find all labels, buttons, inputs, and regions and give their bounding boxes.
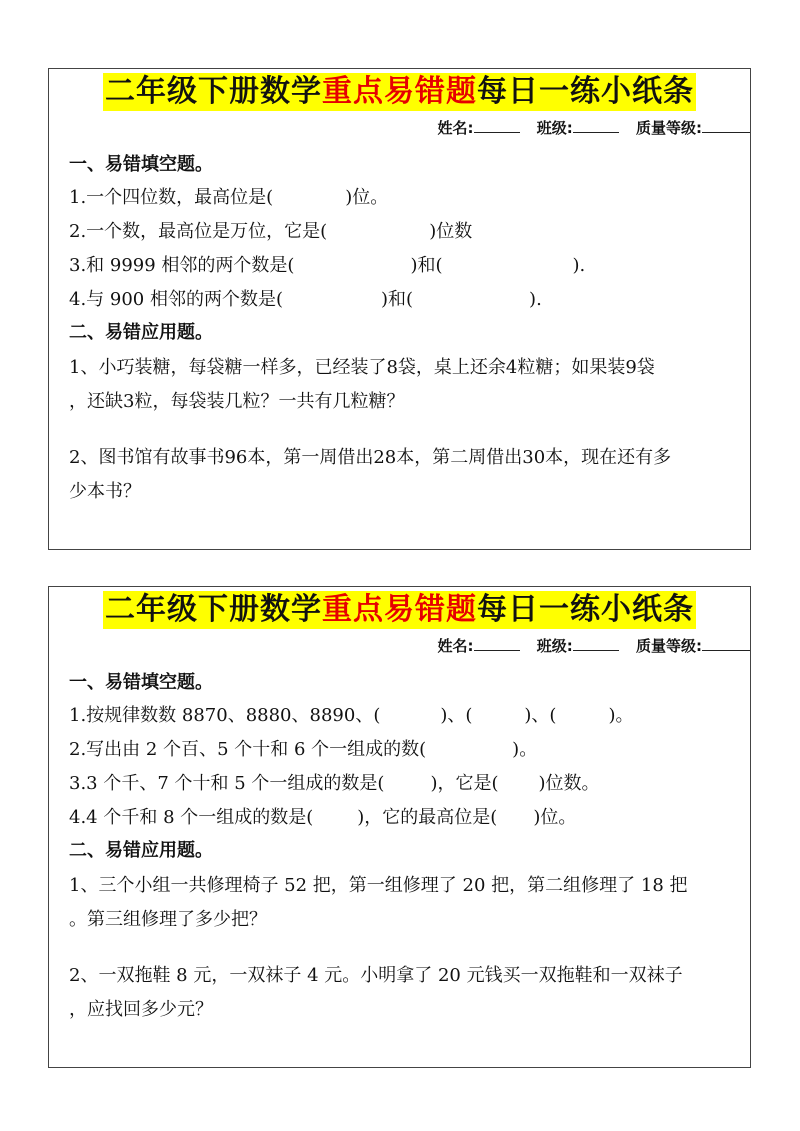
fill-question-3: [69, 249, 740, 283]
class-blank[interactable]: [573, 636, 619, 651]
title-prefix: 二年级下册数学: [105, 592, 322, 627]
name-label: 姓名:: [437, 119, 474, 137]
section-fill-heading: 一、易错填空题。: [69, 154, 213, 175]
app-q1-line1: 1、三个小组一共修理椅子 52 把，第一组修理了 20 把，第二组修理了 18 把: [69, 875, 688, 896]
app-q2-line1: 2、一双拖鞋 8 元，一双袜子 4 元。小明拿了 20 元钱买一双拖鞋和一双袜子: [69, 965, 683, 986]
q-text: 3.和 9999 相邻的两个数是(: [69, 255, 295, 276]
q-text: )位数: [429, 221, 473, 242]
card-title-row: [49, 73, 750, 113]
app-q2-line1: 2、图书馆有故事书96本，第一周借出28本，第二周借出30本，现在还有多: [69, 447, 672, 468]
title-prefix: 二年级下册数学: [105, 74, 322, 109]
q-text: )。: [512, 739, 538, 760]
app-q1-line2: 。第三组修理了多少把？: [69, 909, 267, 930]
app-q1-line1: 1、小巧装糖，每袋糖一样多，已经装了8袋，桌上还余4粒糖；如果装9袋: [69, 357, 655, 378]
title-highlight: 重点易错题: [322, 592, 477, 627]
app-q2-line2: 少本书？: [69, 481, 141, 502]
title-suffix: 每日一练小纸条: [477, 74, 694, 109]
q-text: ).: [572, 255, 586, 276]
q-text: 1.按规律数数 8870、8880、8890、(: [69, 705, 381, 726]
card-title-row: [49, 591, 750, 631]
name-blank[interactable]: [474, 118, 520, 133]
q-text: )。: [608, 705, 634, 726]
q-text: 2.一个数，最高位是万位，它是(: [69, 221, 328, 242]
card-body: [69, 667, 740, 1027]
grade-label: 质量等级:: [636, 119, 702, 137]
fill-question-1: [69, 699, 740, 733]
q-text: )和(: [410, 255, 443, 276]
section-app-heading: 二、易错应用题。: [69, 840, 213, 861]
q-text: 1.一个四位数，最高位是(: [69, 187, 274, 208]
q-text: )，它的最高位是(: [357, 807, 498, 828]
q-text: ).: [529, 289, 542, 310]
q-text: )位。: [345, 187, 389, 208]
app-q1-line2: ，还缺3粒，每袋装几粒？一共有几粒糖？: [69, 391, 405, 412]
worksheet-card-2: [48, 586, 751, 1068]
app-question-2: [69, 959, 740, 1027]
fill-question-1: [69, 181, 740, 215]
student-info-row: [438, 117, 750, 138]
card-title: [103, 73, 696, 111]
class-blank[interactable]: [573, 118, 619, 133]
q-text: )和(: [381, 289, 414, 310]
q-text: 3.3 个千、7 个十和 5 个一组成的数是(: [69, 773, 385, 794]
q-text: )、(: [524, 705, 557, 726]
fill-question-4: [69, 801, 740, 835]
card-title: [103, 591, 696, 629]
class-label: 班级:: [536, 637, 573, 655]
fill-question-2: [69, 733, 740, 767]
q-text: 4.4 个千和 8 个一组成的数是(: [69, 807, 314, 828]
class-label: 班级:: [536, 119, 573, 137]
name-blank[interactable]: [474, 636, 520, 651]
student-info-row: [438, 635, 750, 656]
fill-question-4: [69, 283, 740, 317]
card-body: [69, 149, 740, 509]
title-highlight: 重点易错题: [322, 74, 477, 109]
q-text: )位。: [533, 807, 577, 828]
app-question-1: [69, 351, 740, 419]
app-question-1: [69, 869, 740, 937]
q-text: 2.写出由 2 个百、5 个十和 6 个一组成的数(: [69, 739, 427, 760]
app-q2-line2: ，应找回多少元？: [69, 999, 213, 1020]
q-text: )，它是(: [430, 773, 499, 794]
grade-blank[interactable]: [702, 118, 750, 133]
section-app-heading: 二、易错应用题。: [69, 322, 213, 343]
q-text: 4.与 900 相邻的两个数是(: [69, 289, 283, 310]
name-label: 姓名:: [437, 637, 474, 655]
title-suffix: 每日一练小纸条: [477, 592, 694, 627]
q-text: )位数。: [538, 773, 600, 794]
fill-question-3: [69, 767, 740, 801]
app-question-2: [69, 441, 740, 509]
grade-blank[interactable]: [702, 636, 750, 651]
worksheet-card-1: [48, 68, 751, 550]
fill-question-2: [69, 215, 740, 249]
grade-label: 质量等级:: [636, 637, 702, 655]
section-fill-heading: 一、易错填空题。: [69, 672, 213, 693]
q-text: )、(: [440, 705, 473, 726]
